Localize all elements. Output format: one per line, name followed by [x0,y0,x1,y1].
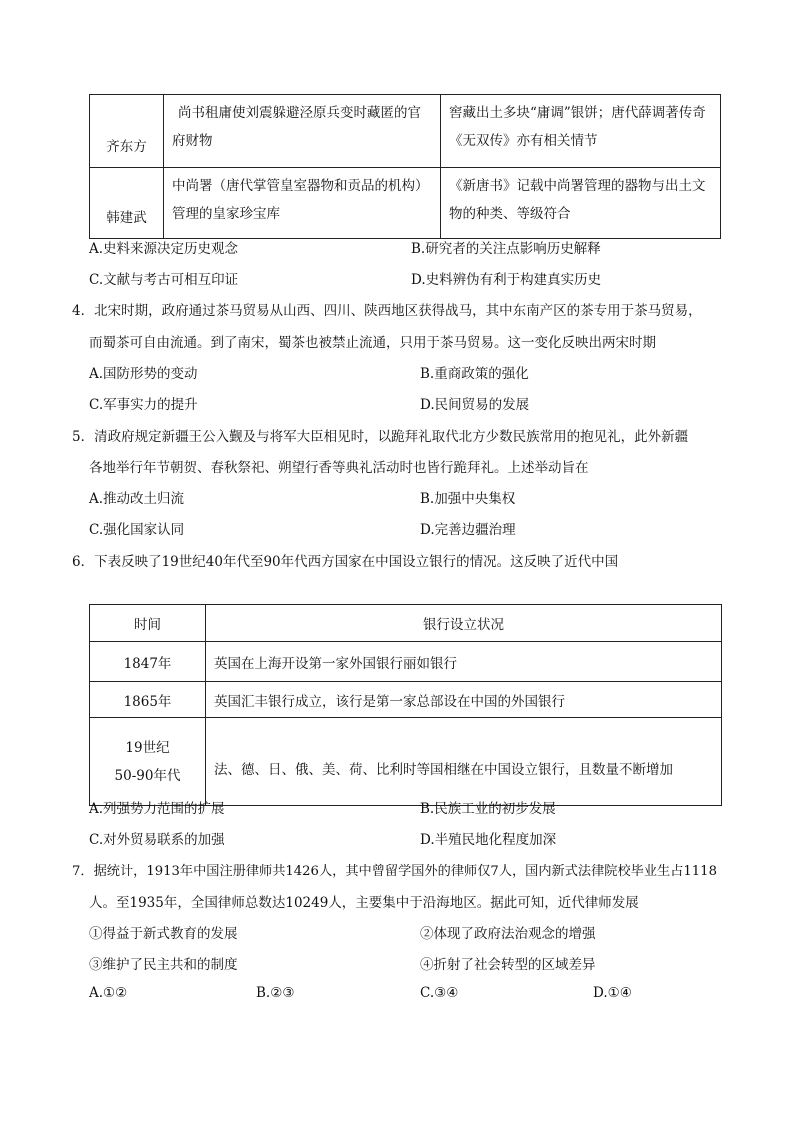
table-row [90,168,721,239]
option-a: A.列强势力范围的扩展 [89,801,225,817]
question-5-text: 5．清政府规定新疆王公入觐及与将军大臣相见时，以跪拜礼取代北方少数民族常用的抱见礼，此外新疆 [72,429,689,445]
option-d: D.史料辨伪有利于构建真实历史 [411,272,602,288]
option-c: C.对外贸易联系的加强 [89,832,225,848]
option-b: B.②③ [256,985,295,1001]
option-c: C.③④ [420,985,459,1001]
scholar-name: 齐东方 [90,95,164,168]
table-header-row [90,605,722,642]
option-a: A.国防形势的变动 [89,366,198,382]
option-b: B.民族工业的初步发展 [420,801,556,817]
question-4-text: 4．北宋时期，政府通过茶马贸易从山西、四川、陕西地区获得战马，其中东南产区的茶专用于茶马贸易， [72,303,702,319]
scholar-name: 韩建武 [90,168,164,239]
table-cell [90,718,206,806]
option-a: A.史料来源决定历史观念 [89,241,239,257]
statement-2: ②体现了政府法治观念的增强 [420,926,596,942]
question-5-text-cont: 各地举行年节朝贺、春秋祭祀、朔望行香等典礼活动时也皆行跪拜礼。上述举动旨在 [89,460,589,476]
option-c: C.文献与考古可相互印证 [89,272,239,288]
time-line-1: 19世纪 [125,739,170,756]
table-cell: 法、德、日、俄、美、荷、比利时等国相继在中国设立银行，且数量不断增加 [206,718,722,806]
option-d: D.民间贸易的发展 [420,397,530,413]
table-row [90,682,722,718]
bank-table [89,604,722,806]
table-cell: 1865年 [90,682,206,718]
table-row [90,718,722,806]
statement-3: ③维护了民主共和的制度 [89,957,238,973]
table-row [90,642,722,682]
statement-1: ①得益于新式教育的发展 [89,926,238,942]
option-c: C.军事实力的提升 [89,397,198,413]
table-cell: 1847年 [90,642,206,682]
option-b: B.重商政策的强化 [420,366,529,382]
option-d: D.完善边疆治理 [420,522,516,538]
table-cell: 英国汇丰银行成立，该行是第一家总部设在中国的外国银行 [206,682,722,718]
option-a: A.推动改土归流 [89,491,185,507]
option-b: B.加强中央集权 [420,491,516,507]
question-4-text-cont: 而蜀茶可自由流通。到了南宋，蜀茶也被禁止流通，只用于茶马贸易。这一变化反映出两宋时期 [89,335,656,351]
table-cell: 尚书租庸使刘震躲避泾原兵变时藏匿的官府财物 [164,95,441,168]
option-a: A.①② [89,985,128,1001]
time-line-2: 50-90年代 [114,767,181,784]
option-b: B.研究者的关注点影响历史解释 [411,241,601,257]
table-cell: 《新唐书》记载中尚署管理的器物与出土文物的种类、等级符合 [441,168,721,239]
table-row [90,95,721,168]
table-cell: 英国在上海开设第一家外国银行丽如银行 [206,642,722,682]
option-d: D.①④ [593,985,632,1001]
sources-table [89,94,721,239]
statement-4: ④折射了社会转型的区域差异 [420,957,596,973]
question-6-text: 6．下表反映了19世纪40年代至90年代西方国家在中国设立银行的情况。这反映了近代中国 [72,554,619,570]
table-cell: 中尚署（唐代掌管皇室器物和贡品的机构）管理的皇家珍宝库 [164,168,441,239]
question-7-text-cont: 人。至1935年，全国律师总数达10249人，主要集中于沿海地区。据此可知，近代律师发展 [89,895,639,911]
column-header: 银行设立状况 [206,605,722,642]
question-7-text: 7．据统计，1913年中国注册律师共1426人，其中曾留学国外的律师仅7人，国内新式法律院校毕业生占1118 [72,864,717,879]
table-cell: 窖藏出土多块“庸调”银饼；唐代薛调著传奇《无双传》亦有相关情节 [441,95,721,168]
column-header: 时间 [90,605,206,642]
option-c: C.强化国家认同 [89,522,185,538]
option-d: D.半殖民地化程度加深 [420,832,557,848]
